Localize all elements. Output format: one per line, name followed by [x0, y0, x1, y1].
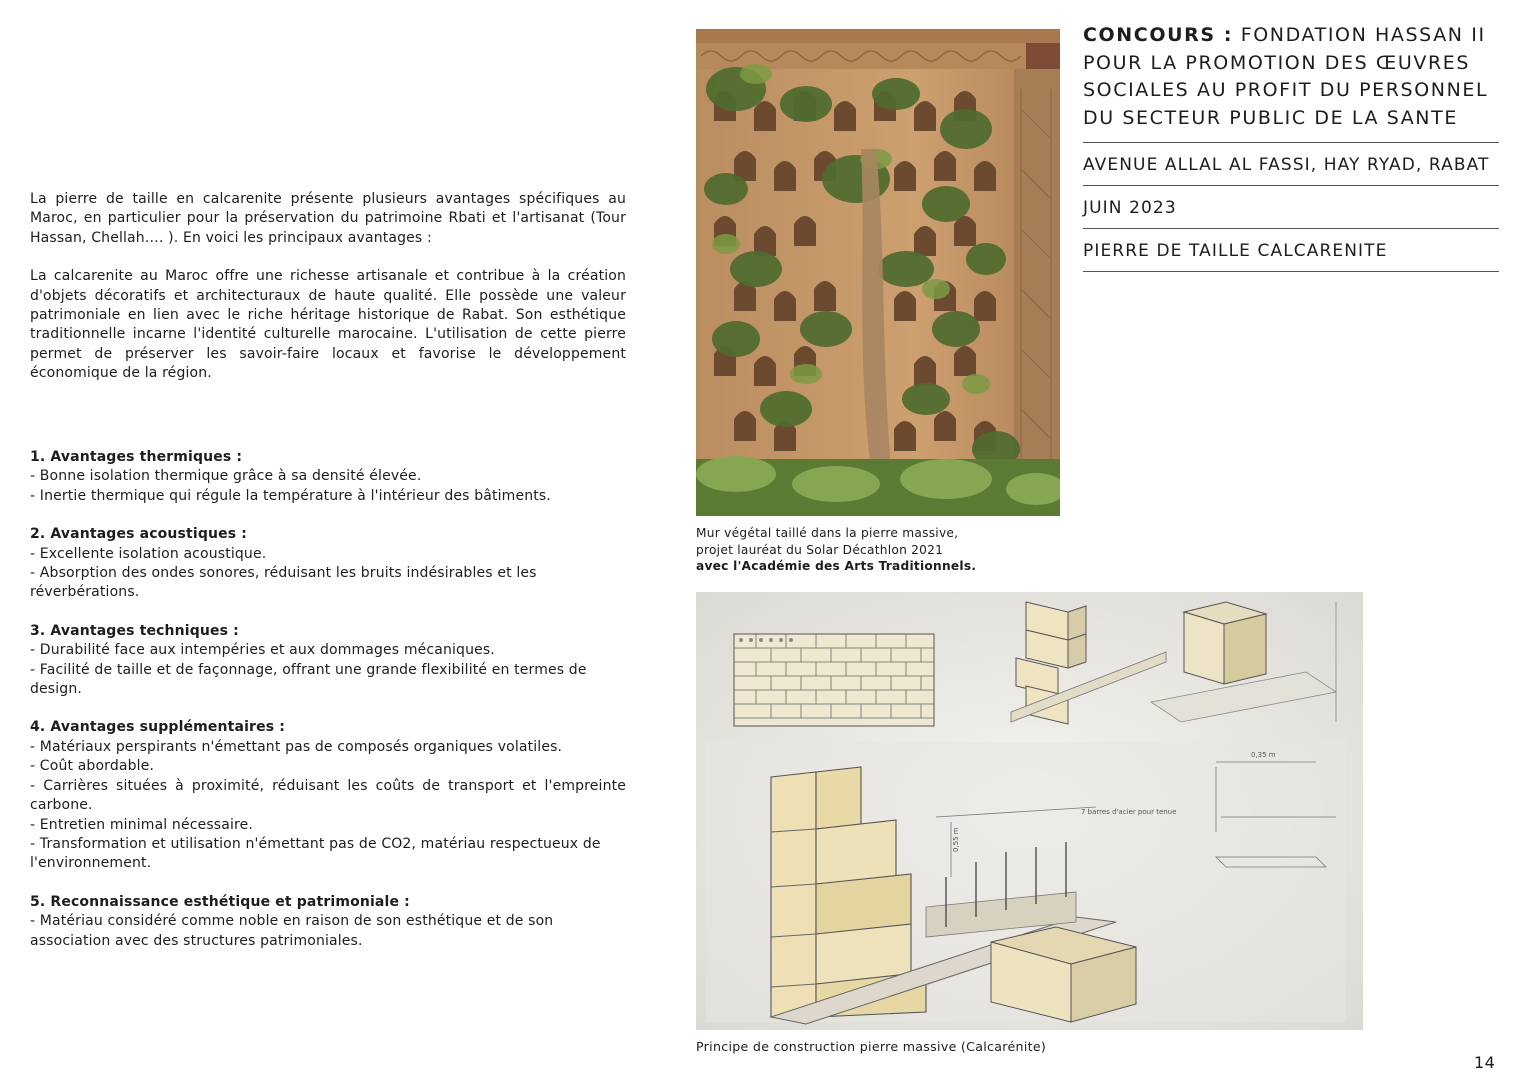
green-wall-photo: [696, 29, 1060, 516]
intro-paragraph-1: La pierre de taille en calcarenite présente plusieurs avantages spécifiques au Maroc, en particulier pour la préservation du patrimoine Rbati et l'artisanat (Tour Hassan, Chellah…. ). En voici les principaux avantages :: [30, 191, 626, 246]
advantage-title: 3. Avantages techniques :: [30, 622, 239, 639]
advantage-item: - Transformation et utilisation n'émettant pas de CO2, matériau respectueux de l'environnement.: [30, 835, 601, 872]
green-wall-illustration: [696, 29, 1060, 516]
photo-caption-line: projet lauréat du Solar Décathlon 2021: [696, 542, 944, 557]
project-address: AVENUE ALLAL AL FASSI, HAY RYAD, RABAT: [1083, 143, 1499, 186]
project-title-text: FONDATION HASSAN II POUR LA PROMOTION DES ŒUVRES SOCIALES AU PROFIT DU PERSONNEL DU SECTEUR PUBLIC DE LA SANTE: [1083, 24, 1489, 129]
intro-text: [30, 190, 626, 403]
project-material: PIERRE DE TAILLE CALCARENITE: [1083, 229, 1499, 272]
project-header: [1083, 22, 1499, 272]
advantage-title: 2. Avantages acoustiques :: [30, 526, 248, 543]
advantage-item: - Carrières situées à proximité, réduisant les coûts de transport et l'empreinte carbone.: [30, 777, 626, 814]
construction-sketch-illustration: [696, 592, 1363, 1030]
advantage-item: - Entretien minimal nécessaire.: [30, 816, 253, 833]
advantage-item: - Bonne isolation thermique grâce à sa densité élevée.: [30, 468, 422, 485]
sketch-caption: Principe de construction pierre massive (Calcarénite): [696, 1039, 1047, 1054]
intro-paragraph-2: La calcarenite au Maroc offre une richesse artisanale et contribue à la création d'objets décoratifs et architecturaux de haute qualité. Elle possède une valeur patrimoniale en lien avec le riche héritage historique de Rabat. Son esthétique traditionnelle incarne l'identité culturelle marocaine. L'utilisation de cette pierre permet de préserver les savoir-faire locaux et favorise le développement économique de la région.: [30, 268, 626, 382]
advantage-technical: [30, 622, 626, 700]
advantage-acoustic: [30, 525, 626, 603]
advantage-title: 5. Reconnaissance esthétique et patrimoniale :: [30, 893, 410, 910]
advantage-thermal: [30, 448, 626, 506]
advantage-item: - Coût abordable.: [30, 758, 155, 775]
advantage-title: 1. Avantages thermiques :: [30, 449, 243, 465]
advantages-list: [30, 448, 626, 970]
photo-caption: [696, 525, 1056, 575]
photo-caption-line: Mur végétal taillé dans la pierre massive,: [696, 526, 959, 540]
advantage-item: - Absorption des ondes sonores, réduisant les bruits indésirables et les réverbérations.: [30, 565, 537, 601]
advantage-item: - Inertie thermique qui régule la température à l'intérieur des bâtiments.: [30, 487, 551, 504]
project-title-label: CONCOURS :: [1083, 24, 1234, 46]
project-date: JUIN 2023: [1083, 186, 1499, 229]
advantage-item: - Excellente isolation acoustique.: [30, 545, 267, 562]
sketch-annotation-dim2: 0,55 m: [952, 827, 960, 852]
advantage-item: - Matériau considéré comme noble en raison de son esthétique et de son association avec des structures patrimoniales.: [30, 913, 554, 949]
page-number: 14: [1474, 1053, 1496, 1072]
advantage-item: - Durabilité face aux intempéries et aux dommages mécaniques.: [30, 642, 495, 659]
photo-caption-line: avec l'Académie des Arts Traditionnels.: [696, 559, 977, 574]
advantage-title: 4. Avantages supplémentaires :: [30, 719, 286, 736]
construction-sketch: [696, 592, 1363, 1030]
sketch-annotation-dim1: 0,35 m: [1251, 751, 1276, 759]
advantage-item: - Facilité de taille et de façonnage, offrant une grande flexibilité en termes de design.: [30, 661, 587, 698]
sketch-annotation-rebar: 7 barres d'acier pour tenue: [1081, 808, 1177, 816]
advantage-heritage: [30, 893, 626, 951]
project-title: [1083, 22, 1499, 143]
advantage-item: - Matériaux perspirants n'émettant pas de composés organiques volatiles.: [30, 738, 563, 755]
advantage-supplementary: [30, 718, 626, 873]
